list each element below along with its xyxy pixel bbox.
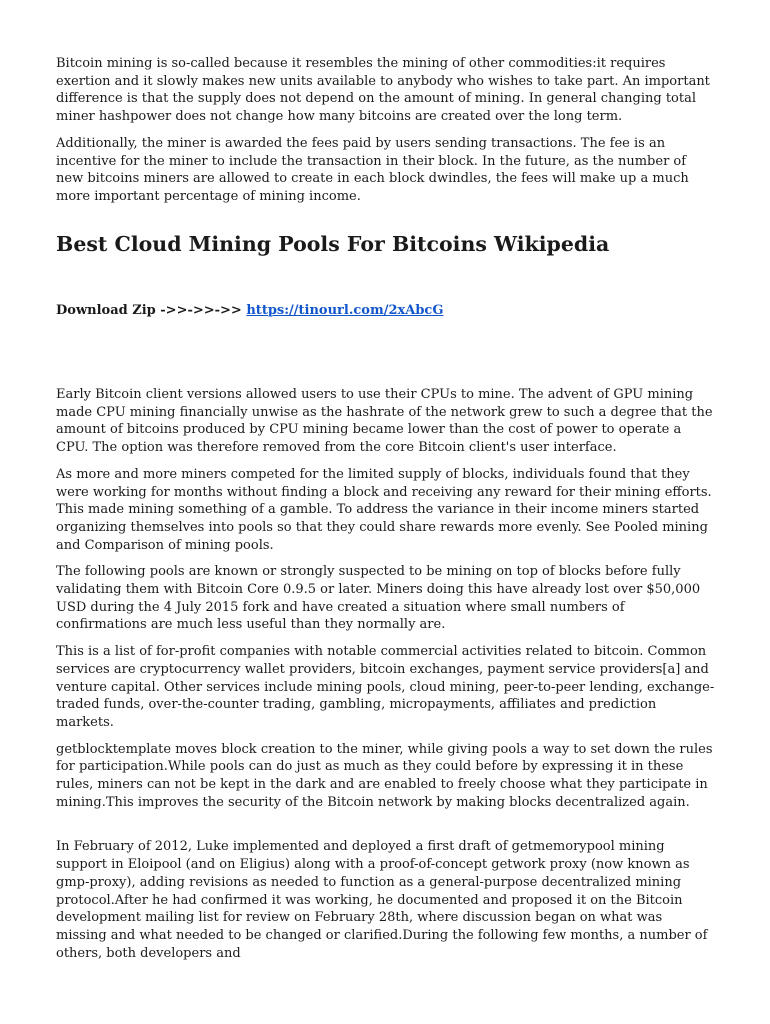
document-page [56,55,716,961]
body-paragraph-5: getblocktemplate moves block creation to the miner, while giving pools a way to set down the rules for participation.While pools can do just as much as they could before by expressing it in these rules, miners can not be kept in the dark and are enabled to freely choose what they participate in mining.This improves the security of the Bitcoin network by making blocks decentralized again. [56,741,713,810]
body-paragraph-6: In February of 2012, Luke implemented and deployed a first draft of getmemorypool mining support in Eloipool (and on Eligius) along with a proof-of-concept getwork proxy (now known as gmp-proxy), adding revisions as needed to function as a general-purpose decentralized mining protocol.After he had confirmed it was working, he documented and proposed it on the Bitcoin development mailing list for review on February 28th, where discussion began on what was missing and what needed to be changed or clarified.During the following few months, a number of others, both developers and [56,839,708,961]
intro-paragraph-1: Bitcoin mining is so-called because it resembles the mining of other commodities:it requires exertion and it slowly makes new units available to anybody who wishes to take part. An important difference is that the supply does not depend on the amount of mining. In general changing total miner hashpower does not change how many bitcoins are created over the long term. [56,56,710,125]
download-link[interactable]: https://tinourl.com/2xAbcG [246,303,444,318]
download-line [56,302,443,320]
body-paragraph-3: The following pools are known or strongly suspected to be mining on top of blocks before fully validating them with Bitcoin Core 0.9.5 or later. Miners doing this have already lost over $50,000 USD during the 4 July 2015 fork and have created a situation where small numbers of confirmations are much less useful than they normally are. [56,564,701,633]
intro-paragraph-2: Additionally, the miner is awarded the fees paid by users sending transactions. The fee is an incentive for the miner to include the transaction in their block. In the future, as the number of new bitcoins miners are allowed to create in each block dwindles, the fees will make up a much more important percentage of mining income. [56,135,689,204]
article-body [56,386,716,971]
body-paragraph-4: This is a list of for-profit companies with notable commercial activities related to bitcoin. Common services are cryptocurrency wallet providers, bitcoin exchanges, payment service providers[a] and venture capital. Other services include mining pools, cloud mining, peer-to-peer lending, exchange-traded funds, over-the-counter trading, gambling, micropayments, affiliates and prediction markets. [56,644,715,730]
download-label: Download Zip ->>->>->> [56,303,247,318]
body-paragraph-1: Early Bitcoin client versions allowed users to use their CPUs to mine. The advent of GPU mining made CPU mining financially unwise as the hashrate of the network grew to such a degree that the amount of bitcoins produced by CPU mining became lower than the cost of power to operate a CPU. The option was therefore removed from the core Bitcoin client's user interface. [56,387,713,456]
body-paragraph-2: As more and more miners competed for the limited supply of blocks, individuals found that they were working for months without finding a block and receiving any reward for their mining efforts. This made mining something of a gamble. To address the variance in their income miners started organizing themselves into pools so that they could share rewards more evenly. See Pooled mining and Comparison of mining pools. [56,466,712,553]
page-title: Best Cloud Mining Pools For Bitcoins Wikipedia [56,232,610,256]
